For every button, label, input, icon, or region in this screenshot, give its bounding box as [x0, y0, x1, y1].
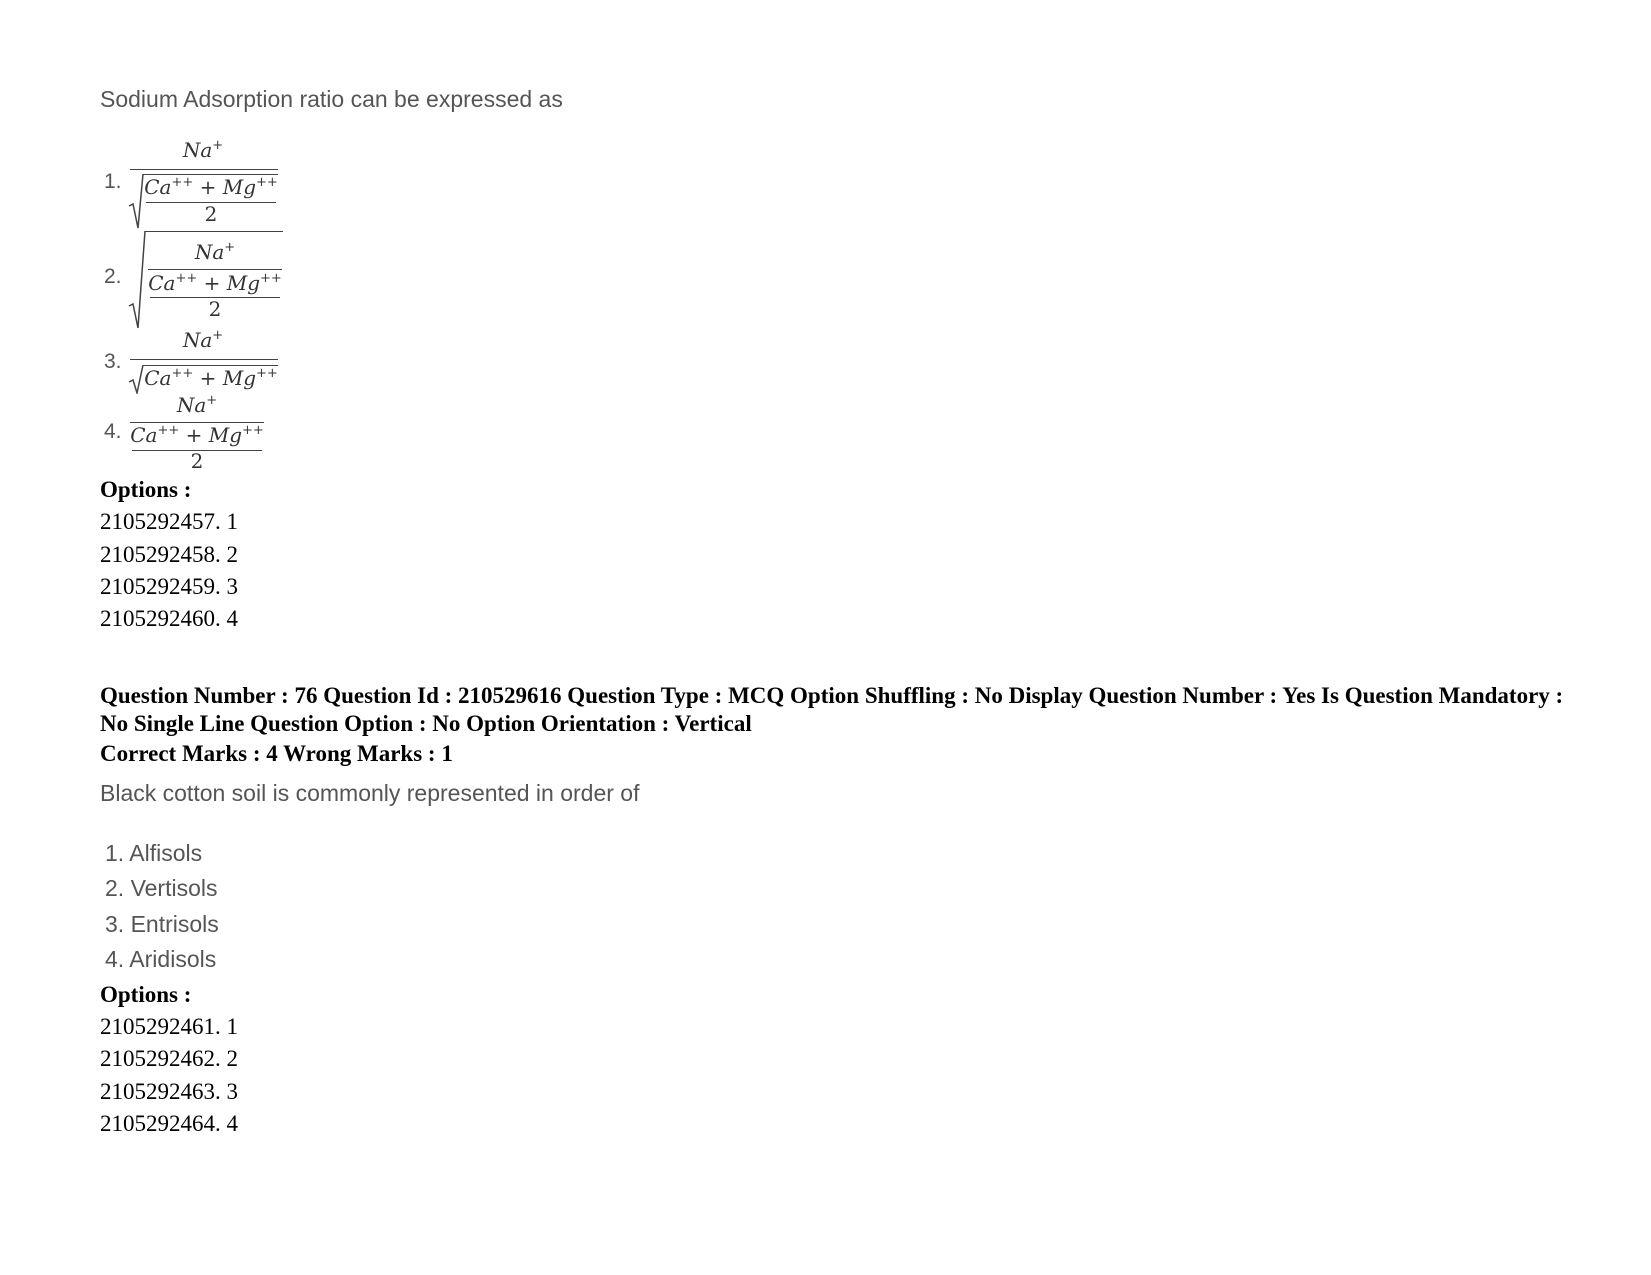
choice-1-number: 1.	[104, 170, 122, 193]
option-item: 2105292461. 1	[100, 1014, 238, 1039]
formula-3: Na+ Ca++ + Mg++	[128, 328, 288, 394]
option-item: 2105292458. 2	[100, 542, 238, 567]
question-75-text: Sodium Adsorption ratio can be expressed as	[100, 86, 563, 112]
option-item: 2105292460. 4	[100, 606, 238, 631]
option-item: 2105292459. 3	[100, 574, 238, 599]
formula-4: Na+ Ca++ + Mg++ 2	[130, 393, 264, 473]
formula-2: Na+ Ca++ + Mg++ 2	[128, 230, 298, 330]
choice-item: 3. Entrisols	[105, 911, 219, 937]
sqrt-icon	[128, 230, 146, 330]
option-item: 2105292462. 2	[100, 1046, 238, 1071]
choice-2-number: 2.	[104, 265, 122, 288]
option-item: 2105292464. 4	[100, 1111, 238, 1136]
options-label: Options :	[100, 477, 192, 502]
formula-1: Na+ Ca++ + Mg++ 2	[128, 138, 288, 230]
options-label: Options :	[100, 982, 192, 1007]
mg-term: Mg	[222, 175, 256, 199]
question-76-text: Black cotton soil is commonly represented in order of	[100, 780, 640, 806]
choice-item: 4. Aridisols	[105, 946, 217, 972]
sqrt-icon	[128, 174, 144, 230]
choice-item: 1. Alfisols	[105, 840, 203, 866]
choice-4-number: 4.	[104, 420, 122, 443]
choice-3-number: 3.	[104, 350, 122, 373]
numerator-na: Na	[182, 138, 213, 162]
question-76-meta: Question Number : 76 Question Id : 210529616 Question Type : MCQ Option Shuffling : No Display Question Number : Yes Is Question Mandatory : No Single Line Question Option : No Option Orientation : Vertical	[100, 683, 1564, 736]
sqrt-icon	[128, 364, 144, 394]
choice-item: 2. Vertisols	[105, 875, 218, 901]
charge-sup: +	[212, 138, 224, 153]
option-item: 2105292463. 3	[100, 1079, 238, 1104]
ca-term: Ca	[144, 175, 172, 199]
question-76-marks: Correct Marks : 4 Wrong Marks : 1	[100, 741, 453, 766]
option-item: 2105292457. 1	[100, 509, 238, 534]
